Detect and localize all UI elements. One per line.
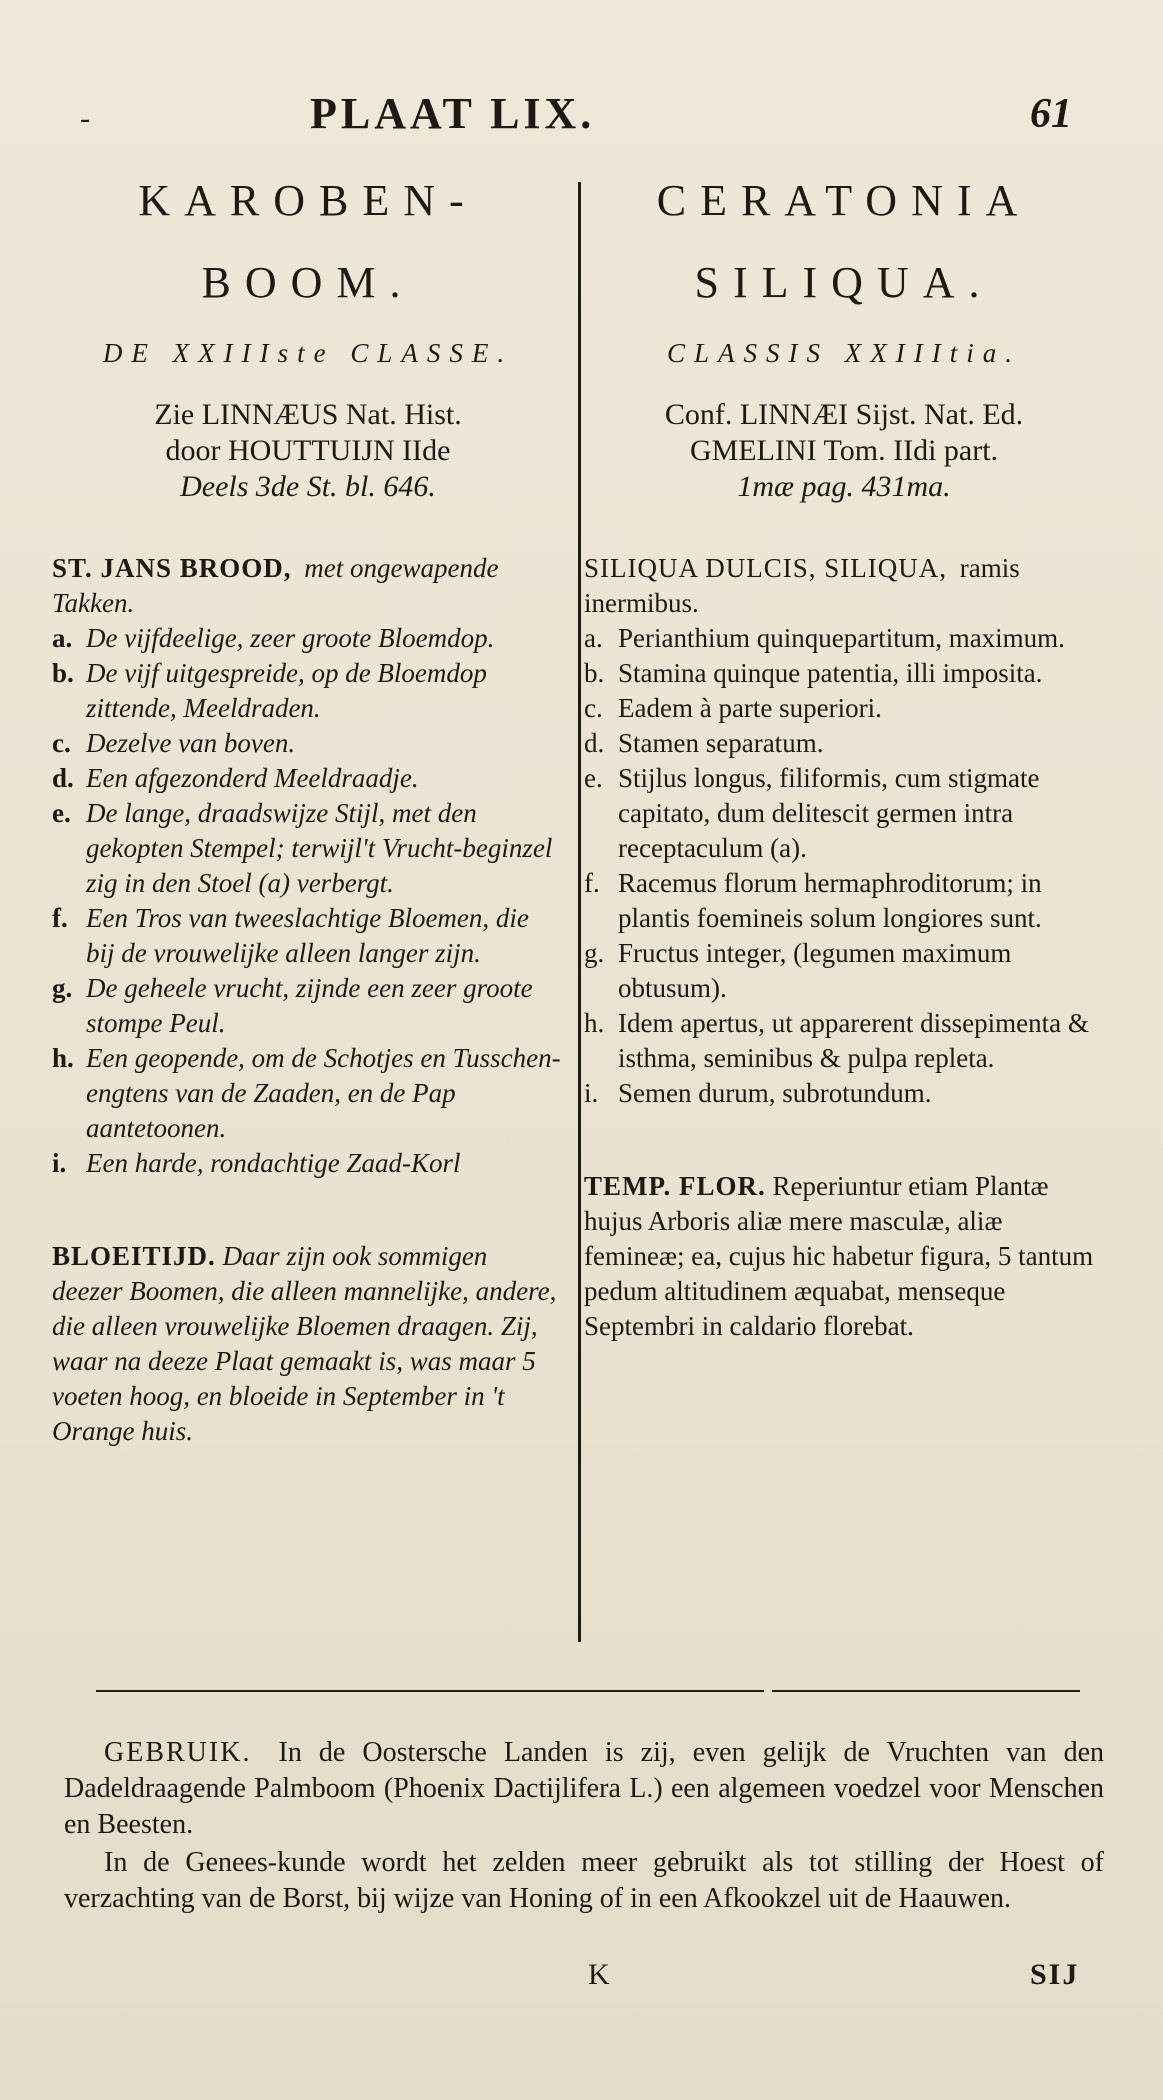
- dutch-name-line-1: KAROBEN-: [138, 176, 478, 225]
- usage-label: GEBRUIK.: [104, 1737, 252, 1768]
- dutch-ref-line-2: door HOUTTUIJN IIde: [165, 434, 451, 467]
- usage-paragraph-2: In de Genees-kunde wordt het zelden meer gebruikt als tot stilling der Hoest of verzachting van de Borst, bij wijze van Honing of in een Afkookzel uit de Haauwen.: [64, 1847, 1104, 1914]
- item-text: Stamina quinque patentia, illi imposita.: [618, 658, 1043, 688]
- item-key: g.: [52, 973, 73, 1003]
- item-text: De lange, draadswijze Stijl, met den gekopten Stempel; terwijl't Vrucht-beginzel zig in den Stoel (a) verbergt.: [86, 798, 553, 898]
- list-item: [584, 621, 1104, 656]
- list-item: [584, 761, 1104, 866]
- latin-plant-name: [584, 160, 1104, 324]
- latin-flowering-label: TEMP. FLOR.: [584, 1171, 766, 1201]
- list-item: [52, 656, 564, 726]
- section-rule-right: [772, 1690, 1080, 1692]
- latin-column: [584, 160, 1104, 1344]
- list-item: [52, 971, 564, 1041]
- item-key: b.: [52, 658, 74, 688]
- dutch-ref-line-1: Zie LINNÆUS Nat. Hist.: [154, 398, 462, 431]
- item-key: f.: [584, 868, 600, 898]
- dutch-plant-name: [52, 160, 564, 324]
- item-text: Stijlus longus, filiformis, cum stigmate capitato, dum delitescit germen intra receptaculum (a).: [618, 763, 1040, 863]
- latin-legend-intro: [584, 551, 1104, 621]
- page-header: [0, 88, 1163, 138]
- dutch-flowering-label: BLOEITIJD.: [52, 1241, 216, 1271]
- item-key: c.: [584, 693, 603, 723]
- item-key: e.: [584, 763, 603, 793]
- item-text: Semen durum, subrotundum.: [618, 1078, 932, 1108]
- latin-name-line-2: SILIQUA.: [694, 258, 994, 307]
- item-text: De geheele vrucht, zijnde een zeer groote stompe Peul.: [86, 973, 533, 1038]
- item-text: Eadem à parte superiori.: [618, 693, 882, 723]
- catchword: SIJ: [1030, 1958, 1080, 1991]
- item-key: d.: [584, 728, 605, 758]
- latin-figure-legend: [584, 551, 1104, 1111]
- item-text: De vijfdeelige, zeer groote Bloemdop.: [86, 623, 495, 653]
- list-item: [584, 936, 1104, 1006]
- dutch-figure-legend: [52, 551, 564, 1181]
- item-text: Perianthium quinquepartitum, maximum.: [618, 623, 1065, 653]
- list-item: [584, 866, 1104, 936]
- latin-ref-line-2: GMELINI Tom. IIdi part.: [689, 434, 999, 467]
- item-text: Een afgezonderd Meeldraadje.: [86, 763, 419, 793]
- item-key: d.: [52, 763, 74, 793]
- dutch-column: [52, 160, 564, 1449]
- latin-class-heading: CLASSIS XXIIItia.: [667, 338, 1021, 368]
- item-text: Een Tros van tweeslachtige Bloemen, die bij de vrouwelijke alleen langer zijn.: [86, 903, 529, 968]
- column-divider: [578, 182, 581, 1642]
- dutch-name-line-2: BOOM.: [201, 258, 415, 307]
- signature-mark: K: [588, 1958, 610, 1991]
- latin-flowering-text: Reperiuntur etiam Plantæ hujus Arboris aliæ mere masculæ, aliæ femineæ; ea, cujus hic habetur figura, 5 tantum pedum altitudinem æquabat, menseque Septembri in caldario florebat.: [584, 1171, 1094, 1341]
- list-item: [52, 796, 564, 901]
- list-item: [52, 726, 564, 761]
- item-key: c.: [52, 728, 71, 758]
- plate-title: PLAAT LIX.: [310, 89, 596, 138]
- item-text: De vijf uitgespreide, op de Bloemdop zittende, Meeldraden.: [86, 658, 487, 723]
- list-item: [52, 1146, 564, 1181]
- item-key: b.: [584, 658, 605, 688]
- item-key: e.: [52, 798, 71, 828]
- dutch-flowering-time: [52, 1239, 564, 1449]
- dutch-reference: [52, 397, 564, 505]
- header-dash: -: [80, 102, 90, 135]
- list-item: [52, 1041, 564, 1146]
- item-text: Racemus florum hermaphroditorum; in plantis foemineis solum longiores sunt.: [618, 868, 1042, 933]
- list-item: [52, 621, 564, 656]
- list-item: [584, 1006, 1104, 1076]
- item-text: Een harde, rondachtige Zaad-Korl: [86, 1148, 461, 1178]
- usage-text-1: In de Oostersche Landen is zij, even gelijk de Vruchten van den Dadeldraagende Palmboom (Phoenix Dactijlifera L.) een algemeen voedzel voor Menschen en Beesten.: [64, 1737, 1105, 1840]
- item-text: Idem apertus, ut apparerent dissepimenta & isthma, seminibus & pulpa repleta.: [618, 1008, 1089, 1073]
- section-rule-left: [96, 1690, 764, 1692]
- latin-flowering-time: [584, 1169, 1104, 1344]
- item-text: Stamen separatum.: [618, 728, 824, 758]
- item-text: Fructus integer, (legumen maximum obtusum).: [618, 938, 1012, 1003]
- latin-legend-intro-text: ramis inermibus.: [584, 553, 1020, 618]
- page-number: 61: [1030, 91, 1072, 137]
- list-item: [584, 656, 1104, 691]
- dutch-legend-intro-text: met ongewapende Takken.: [52, 553, 499, 618]
- item-key: f.: [52, 903, 68, 933]
- dutch-legend-intro: [52, 551, 564, 621]
- item-key: h.: [584, 1008, 605, 1038]
- item-key: a.: [52, 623, 73, 653]
- latin-ref-line-1: Conf. LINNÆI Sijst. Nat. Ed.: [664, 398, 1024, 431]
- list-item: [584, 1076, 1104, 1111]
- item-key: a.: [584, 623, 603, 653]
- usage-paragraph-1: [64, 1735, 1104, 1843]
- list-item: [584, 691, 1104, 726]
- latin-name-line-1: CERATONIA: [656, 176, 1032, 225]
- item-key: h.: [52, 1043, 74, 1073]
- list-item: [52, 901, 564, 971]
- dutch-class-heading: DE XXIIIste CLASSE.: [102, 338, 514, 368]
- latin-reference: [584, 397, 1104, 505]
- item-text: Een geopende, om de Schotjes en Tusschen-engtens van de Zaaden, en de Pap aantetoonen.: [86, 1043, 561, 1143]
- dutch-flowering-text: Daar zijn ook sommigen deezer Boomen, die alleen mannelijke, andere, die alleen vrouwelijke Bloemen draagen. Zij, waar na deeze Plaat gemaakt is, was maar 5 voeten hoog, en bloeide in September in 't Orange huis.: [52, 1241, 557, 1446]
- list-item: [584, 726, 1104, 761]
- latin-legend-lead: SILIQUA DULCIS, SILIQUA,: [584, 553, 947, 583]
- dutch-legend-lead: ST. JANS BROOD,: [52, 553, 292, 583]
- latin-ref-line-3: 1mæ pag. 431ma.: [737, 470, 951, 503]
- item-text: Dezelve van boven.: [86, 728, 296, 758]
- dutch-ref-line-3: Deels 3de St. bl. 646.: [180, 470, 436, 503]
- item-key: i.: [584, 1078, 599, 1108]
- list-item: [52, 761, 564, 796]
- item-key: g.: [584, 938, 605, 968]
- item-key: i.: [52, 1148, 67, 1178]
- usage-section: [64, 1735, 1104, 1917]
